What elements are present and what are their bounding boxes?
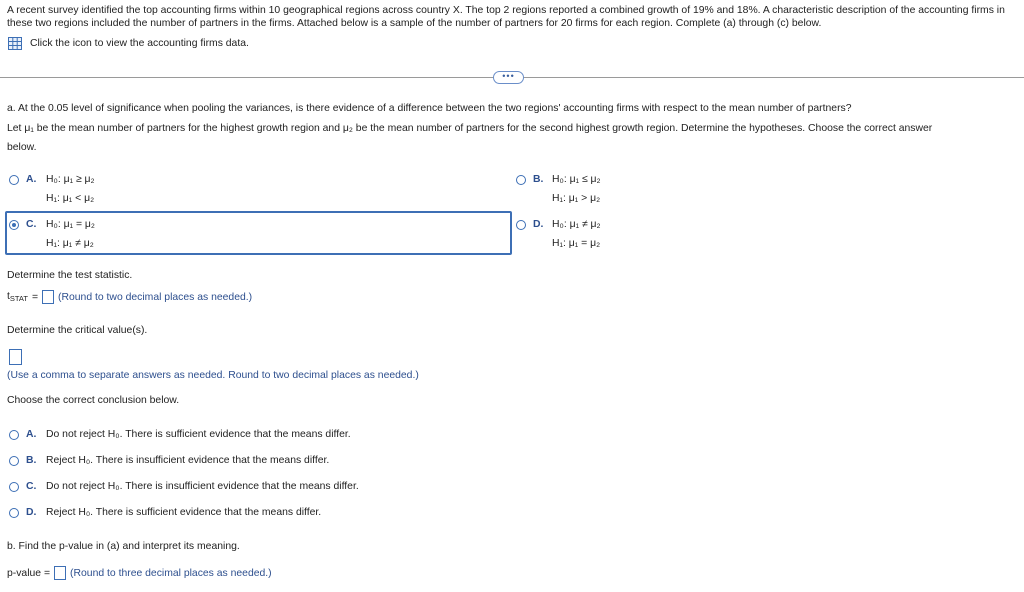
critical-value-input[interactable] (9, 349, 22, 365)
hypothesis-option-c-text[interactable] (46, 215, 95, 253)
mu1-symbol: μ₁ (24, 123, 34, 134)
pvalue-input[interactable] (54, 566, 66, 580)
hypothesis-option-d-radio[interactable] (516, 220, 526, 230)
conclusion-option-c-radio[interactable] (9, 482, 19, 492)
tstat-label: $t_{STAT}$ (7, 291, 28, 303)
let-prefix: Let (7, 123, 22, 134)
hypothesis-option-b-radio[interactable] (516, 175, 526, 185)
option-b-h0: H₀: μ₁ ≤ μ₂ (552, 174, 601, 185)
tstat-row (7, 290, 252, 304)
hypothesis-option-d-text[interactable] (552, 215, 601, 253)
option-b-h1: H₁: μ₁ > μ₂ (552, 193, 601, 204)
conclusion-option-a-radio[interactable] (9, 430, 19, 440)
critical-value-hint: (Use a comma to separate answers as needed. Round to two decimal places as needed.) (7, 370, 419, 381)
pvalue-hint: (Round to three decimal places as needed.) (70, 567, 272, 579)
test-statistic-prompt: Determine the test statistic. (7, 270, 133, 281)
let-middle-2: be the mean number of partners for the second highest growth region. Determine the hypotheses. Choose the correct answer (355, 123, 933, 134)
conclusion-option-d-text[interactable]: Reject H₀. There is sufficient evidence that the means differ. (46, 507, 322, 518)
critical-value-prompt: Determine the critical value(s). (7, 325, 148, 336)
option-a-h1: H₁: μ₁ < μ₂ (46, 193, 95, 204)
pvalue-row (7, 566, 272, 580)
tstat-input[interactable] (42, 290, 54, 304)
let-tail: below. (7, 142, 37, 153)
conclusion-option-d-letter[interactable]: D. (26, 507, 37, 518)
part-b-question: b. Find the p-value in (a) and interpret its meaning. (7, 541, 240, 552)
hypothesis-option-d-letter[interactable]: D. (533, 219, 544, 230)
option-d-h1: H₁: μ₁ = μ₂ (552, 238, 601, 249)
part-a-let-statement (7, 122, 1019, 136)
hypothesis-option-c-letter[interactable]: C. (26, 219, 37, 230)
conclusion-option-b-text[interactable]: Reject H₀. There is insufficient evidence that the means differ. (46, 455, 330, 466)
hypothesis-option-c-radio[interactable] (9, 220, 19, 230)
conclusion-option-a-letter[interactable]: A. (26, 429, 37, 440)
data-link-text[interactable]: Click the icon to view the accounting firms data. (30, 38, 249, 49)
part-a-question: a. At the 0.05 level of significance when pooling the variances, is there evidence of a difference between the two regions' accounting firms with respect to the mean number of partners? (7, 103, 852, 114)
option-c-h1: H₁: μ₁ ≠ μ₂ (46, 238, 94, 249)
conclusion-option-b-letter[interactable]: B. (26, 455, 37, 466)
expand-more-button[interactable]: ••• (493, 71, 524, 84)
hypothesis-option-a-radio[interactable] (9, 175, 19, 185)
tstat-hint: (Round to two decimal places as needed.) (58, 291, 253, 303)
conclusion-prompt: Choose the correct conclusion below. (7, 395, 180, 406)
conclusion-option-c-letter[interactable]: C. (26, 481, 37, 492)
problem-intro: A recent survey identified the top accounting firms within 10 geographical regions across country X. The top 2 regions reported a combined growth of 19% and 18%. A characteristic description of the accounting firms in these two regions included the number of partners in the firms. Attached below is a sample of the number of partners for 20 firms for each region. Complete (a) through (c) below. (7, 5, 1005, 29)
conclusion-option-a-text[interactable]: Do not reject H₀. There is sufficient evidence that the means differ. (46, 429, 351, 440)
conclusion-option-c-text[interactable]: Do not reject H₀. There is insufficient evidence that the means differ. (46, 481, 359, 492)
hypothesis-option-b-letter[interactable]: B. (533, 174, 544, 185)
data-link-row[interactable] (8, 37, 249, 50)
mu2-symbol: μ₂ (342, 123, 353, 134)
conclusion-option-d-radio[interactable] (9, 508, 19, 518)
option-a-h0: H₀: μ₁ ≥ μ₂ (46, 174, 95, 185)
conclusion-option-b-radio[interactable] (9, 456, 19, 466)
data-table-icon[interactable] (8, 37, 22, 50)
tstat-equals: = (31, 291, 39, 303)
hypothesis-option-a-text[interactable] (46, 170, 95, 208)
hypothesis-option-a-letter[interactable]: A. (26, 174, 37, 185)
let-middle-1: be the mean number of partners for the highest growth region and (36, 123, 340, 134)
pvalue-label: p-value = (7, 567, 51, 579)
option-d-h0: H₀: μ₁ ≠ μ₂ (552, 219, 601, 230)
hypothesis-option-b-text[interactable] (552, 170, 601, 208)
option-c-h0: H₀: μ₁ = μ₂ (46, 219, 95, 230)
